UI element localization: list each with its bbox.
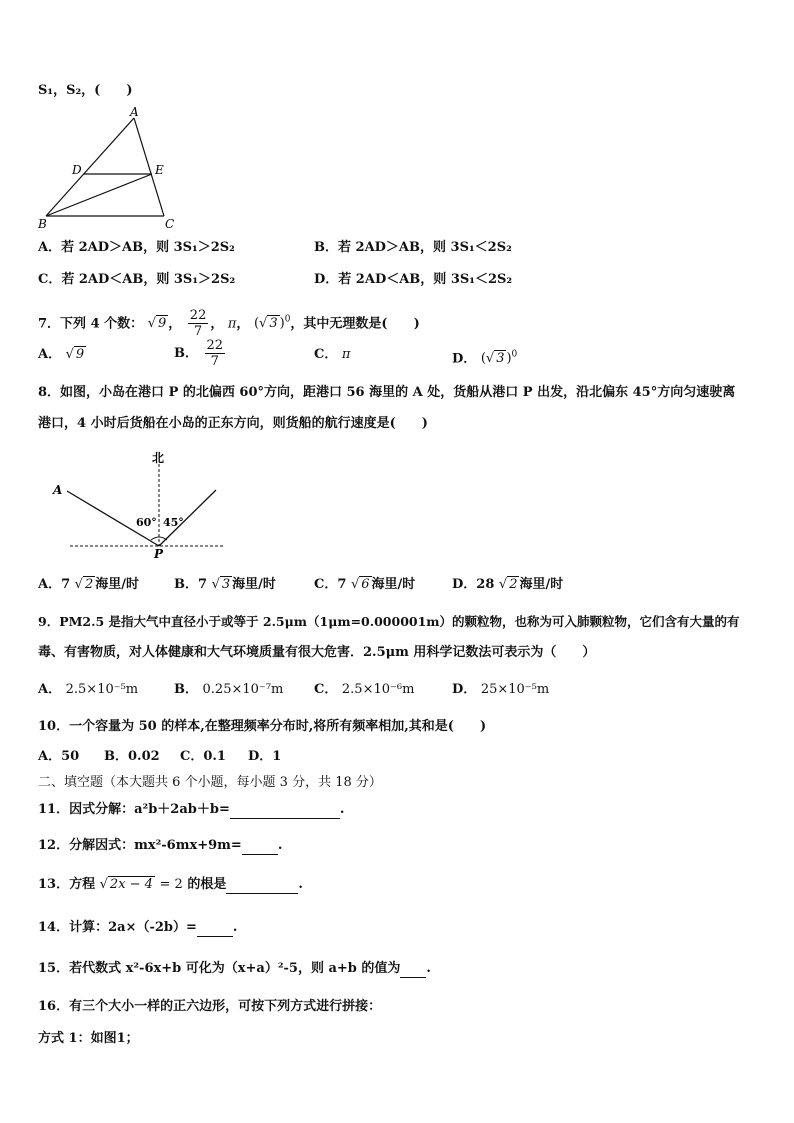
q9-option-d[interactable]: D． 25×10⁻⁵m bbox=[452, 682, 550, 697]
label-b: B bbox=[38, 217, 47, 231]
point-p-label: P bbox=[154, 547, 164, 560]
triangle-figure bbox=[34, 104, 184, 232]
bearing-figure bbox=[50, 448, 230, 560]
q9-stem-line1: 9．PM2.5 是指大气中直径小于或等于 2.5μm（1μm=0.000001m）的颗粒物，也称为可入肺颗粒物，它们含有大量的有 bbox=[38, 614, 740, 629]
q10-stem: 10．一个容量为 50 的样本,在整理频率分布时,将所有频率相加,其和是( ) bbox=[38, 719, 487, 734]
q14-stem: 14．计算：2a×（-2b）= . bbox=[38, 920, 238, 935]
q10-option-a[interactable]: A．50 bbox=[38, 749, 80, 764]
label-e: E bbox=[155, 163, 164, 177]
q16-way1: 方式 1：如图1； bbox=[38, 1031, 139, 1046]
q13-stem: 13．方程 √ 2x − 4 = 2 的根是 . bbox=[38, 877, 303, 892]
q14-answer-blank[interactable] bbox=[197, 922, 233, 937]
q12-answer-blank[interactable] bbox=[242, 840, 278, 855]
q8-option-a[interactable]: A．7 √ 2 海里/时 bbox=[38, 577, 139, 592]
label-c: C bbox=[165, 217, 175, 231]
q6-option-d[interactable]: D．若 2AD＜AB，则 3S₁＜2S₂ bbox=[314, 272, 513, 287]
q7-option-b[interactable]: B． $\frac{22}{7}$ bbox=[174, 338, 224, 369]
q9-option-b[interactable]: B． 0.25×10⁻⁷m bbox=[174, 682, 284, 697]
q6-stem-tail: S₁，S₂，( ) bbox=[38, 83, 133, 98]
q8-option-c[interactable]: C．7 √ 6 海里/时 bbox=[314, 577, 416, 592]
q16-stem: 16．有三个大小一样的正六边形，可按下列方式进行拼接： bbox=[38, 999, 382, 1014]
section-title: 二、填空题（本大题共 6 个小题，每小题 3 分，共 18 分） bbox=[38, 775, 382, 790]
q8-option-b[interactable]: B．7 √ 3 海里/时 bbox=[174, 577, 276, 592]
label-d: D bbox=[72, 163, 82, 177]
q9-option-a[interactable]: A． 2.5×10⁻⁵m bbox=[38, 682, 139, 697]
q10-option-d[interactable]: D．1 bbox=[248, 749, 282, 764]
q7-option-a[interactable]: A． √ 9 bbox=[38, 347, 85, 362]
q6-option-a[interactable]: A．若 2AD＞AB，则 3S₁＞2S₂ bbox=[38, 240, 235, 255]
q15-answer-blank[interactable] bbox=[400, 963, 426, 978]
q6-option-b[interactable]: B．若 2AD＞AB，则 3S₁＜2S₂ bbox=[314, 240, 512, 255]
angle-45-label: 45° bbox=[163, 516, 184, 529]
q7-stem: 7．下列 4 个数： √ 9 ， $\frac{22}{7}$ ， π， (√ 3 )$^0$，其中无理数是( ) bbox=[38, 308, 420, 340]
label-a: A bbox=[130, 105, 139, 119]
north-label: 北 bbox=[152, 451, 165, 465]
point-a-label: A bbox=[53, 483, 63, 497]
q10-option-b[interactable]: B．0.02 bbox=[104, 749, 160, 764]
q8-option-d[interactable]: D．28 √ 2 海里/时 bbox=[452, 577, 564, 592]
q10-option-c[interactable]: C．0.1 bbox=[180, 749, 226, 764]
q8-stem-line2: 港口，4 小时后货船在小岛的正东方向，则货船的航行速度是( ) bbox=[38, 416, 428, 431]
q7-option-c[interactable]: C． π bbox=[314, 347, 351, 362]
angle-60-label: 60° bbox=[136, 516, 157, 529]
q11-stem: 11．因式分解：a²b＋2ab＋b= . bbox=[38, 802, 345, 817]
q8-stem-line1: 8．如图，小岛在港口 P 的北偏西 60°方向，距港口 56 海里的 A 处，货船从港口 P 出发，沿北偏东 45°方向匀速驶离 bbox=[38, 385, 736, 400]
q6-option-c[interactable]: C．若 2AD＜AB，则 3S₁＞2S₂ bbox=[38, 272, 236, 287]
q12-stem: 12．分解因式：mx²-6mx+9m= . bbox=[38, 838, 283, 853]
q7-option-d[interactable]: D． (√ 3 )$^0$ bbox=[452, 350, 518, 367]
q15-stem: 15．若代数式 x²-6x+b 可化为（x+a）²-5，则 a+b 的值为 . bbox=[38, 961, 431, 976]
q11-answer-blank[interactable] bbox=[230, 804, 340, 819]
q9-stem-line2: 毒、有害物质，对人体健康和大气环境质量有很大危害．2.5μm 用科学记数法可表示为（ ） bbox=[38, 645, 596, 660]
q13-answer-blank[interactable] bbox=[226, 879, 298, 894]
q9-option-c[interactable]: C． 2.5×10⁻⁶m bbox=[314, 682, 415, 697]
